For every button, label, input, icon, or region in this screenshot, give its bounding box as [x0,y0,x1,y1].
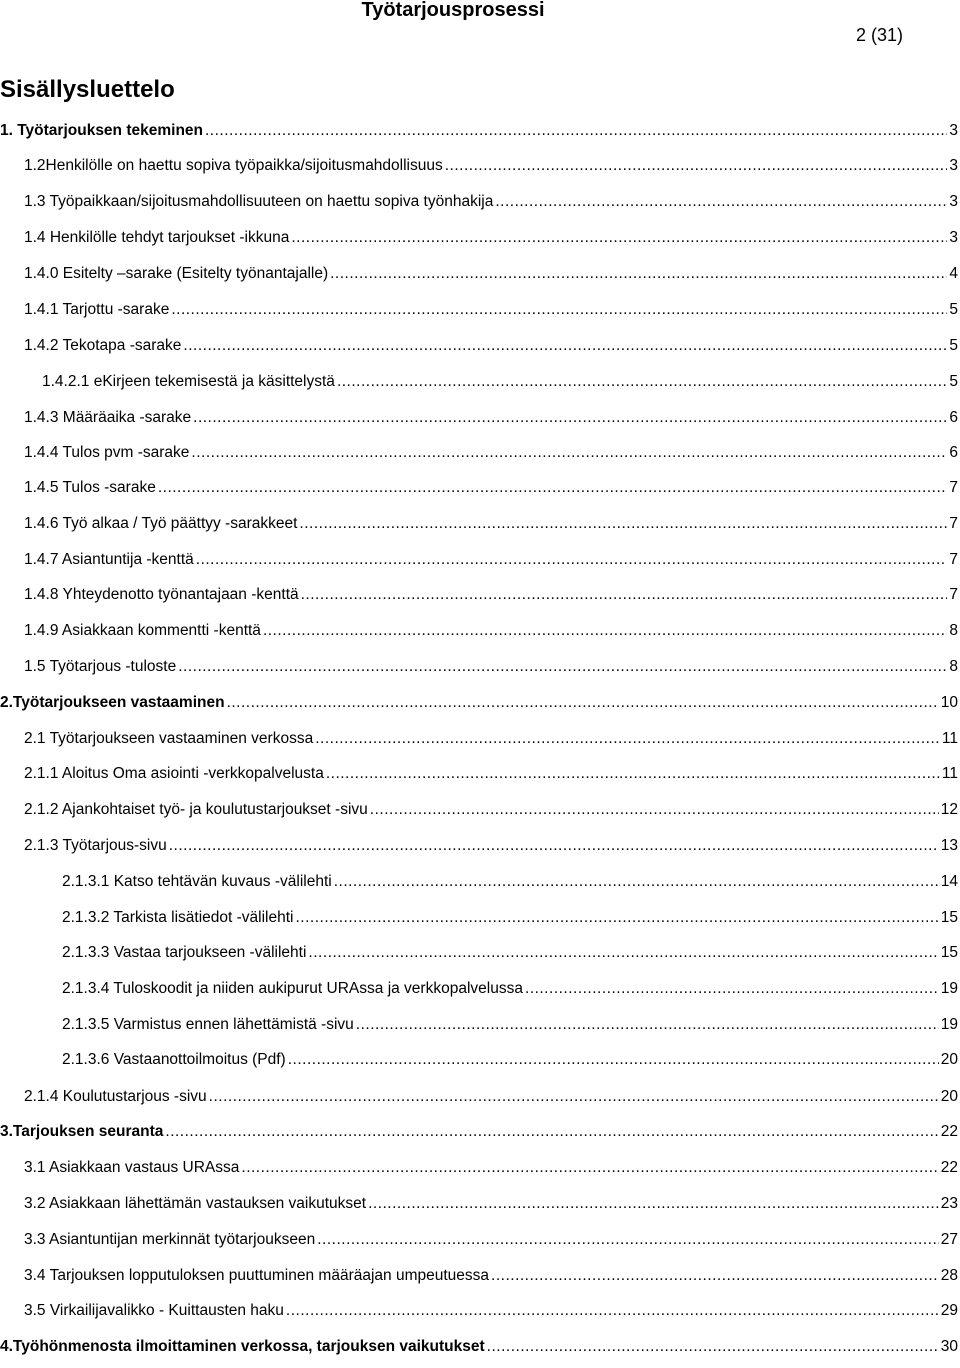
toc-entry-page-number: 19 [940,980,958,997]
toc-entry-page-number: 5 [949,301,958,318]
toc-entry-title: 2.1.1 Aloitus Oma asiointi -verkkopalvelusta [24,765,324,782]
toc-leader-dots [286,1301,939,1321]
toc-leader-dots [525,979,939,999]
toc-entry-title: 1.4.8 Yhteydenotto työnantajaan -kenttä [24,586,299,603]
toc-entry-page-number: 23 [940,1195,958,1212]
toc-leader-dots [315,729,940,749]
toc-leader-dots [308,943,938,963]
toc-entry-title: 2.1.4 Koulutustarjous -sivu [24,1088,207,1105]
toc-entry[interactable] [24,156,958,176]
toc-entry[interactable] [24,621,958,641]
toc-entry[interactable] [24,443,958,463]
toc-entry[interactable] [24,228,958,248]
toc-entry-title: 3.3 Asiantuntijan merkinnät työtarjoukseen [24,1231,316,1248]
toc-entry-title: 1.4.7 Asiantuntija -kenttä [24,551,194,568]
toc-entry[interactable] [24,800,958,820]
toc-entry[interactable] [0,1337,958,1357]
toc-entry-title: 1. Työtarjouksen tekeminen [0,122,203,139]
toc-entry-page-number: 5 [949,337,958,354]
toc-entry-title: 1.4.5 Tulos -sarake [24,479,156,496]
toc-leader-dots [370,800,939,820]
toc-entry-page-number: 6 [949,409,958,426]
toc-entry-page-number: 13 [940,837,958,854]
toc-entry[interactable] [24,729,958,749]
toc-entry-page-number: 11 [941,765,958,782]
toc-entry-title: 2.1.3.3 Vastaa tarjoukseen -välilehti [62,944,307,961]
document-title: Työtarjousprosessi [361,0,545,21]
toc-entry-title: 2.1.3.4 Tuloskoodit ja niiden aukipurut URAssa ja verkkopalvelussa [62,980,523,997]
toc-entry[interactable] [0,1122,958,1142]
toc-entry-page-number: 7 [949,515,958,532]
toc-entry-page-number: 28 [940,1267,958,1284]
toc-entry[interactable] [24,264,958,284]
toc-entry-title: 3.2 Asiakkaan lähettämän vastauksen vaikutukset [24,1195,367,1212]
toc-entry[interactable] [24,1266,958,1286]
toc-entry-page-number: 6 [949,444,958,461]
toc-entry-title: 2.1.3.6 Vastaanottoilmoitus (Pdf) [62,1051,286,1068]
toc-entry-page-number: 7 [949,551,958,568]
toc-entry[interactable] [24,192,958,212]
toc-entry-page-number: 8 [949,658,958,675]
toc-entry[interactable] [24,836,958,856]
toc-leader-dots [295,908,938,928]
toc-entry-title: 3.4 Tarjouksen lopputuloksen puuttuminen määräajan umpeutuessa [24,1267,490,1284]
toc-entry-title: 1.4.0 Esitelty –sarake (Esitelty työnantajalle) [24,265,329,282]
toc-entry-page-number: 3 [949,229,958,246]
toc-entry-title: 2.1 Työtarjoukseen vastaaminen verkossa [24,730,314,747]
toc-entry[interactable] [24,764,958,784]
toc-leader-dots [334,872,939,892]
toc-entry-page-number: 14 [940,873,958,890]
toc-entry[interactable] [42,372,958,392]
toc-entry-page-number: 3 [949,193,958,210]
toc-entry-title: 1.4.4 Tulos pvm -sarake [24,444,190,461]
toc-entry-title: 1.4.2.1 eKirjeen tekemisestä ja käsittelystä [42,373,335,390]
toc-entry-title: 2.1.3.5 Varmistus ennen lähettämistä -sivu [62,1016,354,1033]
toc-entry-title: 1.2Henkilölle on haettu sopiva työpaikka/sijoitusmahdollisuus [24,157,443,174]
toc-entry-title: 1.4.1 Tarjottu -sarake [24,301,170,318]
toc-entry-page-number: 11 [941,730,958,747]
toc-entry[interactable] [24,1230,958,1250]
toc-entry[interactable] [24,408,958,428]
toc-entry[interactable] [24,1194,958,1214]
toc-entry-title: 3.Tarjouksen seuranta [0,1123,164,1140]
toc-leader-dots [487,1337,939,1357]
toc-leader-dots [178,657,947,677]
toc-entry[interactable] [24,1158,958,1178]
toc-entry[interactable] [24,1301,958,1321]
toc-entry-title: 2.1.3.1 Katso tehtävän kuvaus -välilehti [62,873,332,890]
toc-entry-page-number: 5 [949,373,958,390]
toc-leader-dots [368,1194,939,1214]
toc-entry-title: 3.5 Virkailijavalikko - Kuittausten haku [24,1302,284,1319]
toc-entry-title: 2.1.3.2 Tarkista lisätiedot -välilehti [62,909,294,926]
toc-entry[interactable] [62,943,958,963]
toc-entry-title: 1.4.2 Tekotapa -sarake [24,337,182,354]
toc-leader-dots [299,514,947,534]
toc-leader-dots [291,228,947,248]
toc-leader-dots [356,1015,939,1035]
toc-leader-dots [191,443,947,463]
toc-entry-page-number: 3 [949,157,958,174]
toc-entry-page-number: 4 [949,265,958,282]
toc-leader-dots [326,764,940,784]
toc-entry-title: 1.4.6 Työ alkaa / Työ päättyy -sarakkeet [24,515,298,532]
toc-leader-dots [495,192,947,212]
toc-entry-title: 1.4.9 Asiakkaan kommentti -kenttä [24,622,261,639]
toc-entry[interactable] [24,657,958,677]
toc-entry-page-number: 22 [940,1159,958,1176]
toc-leader-dots [317,1230,939,1250]
toc-entry-page-number: 19 [940,1016,958,1033]
toc-entry-title: 2.Työtarjoukseen vastaaminen [0,694,225,711]
toc-entry[interactable] [0,693,958,713]
toc-entry-page-number: 15 [940,944,958,961]
toc-leader-dots [263,621,947,641]
toc-entry-page-number: 15 [940,909,958,926]
toc-heading: Sisällysluettelo [0,76,175,103]
toc-entry[interactable] [24,478,958,498]
toc-entry[interactable] [62,908,958,928]
toc-entry[interactable] [24,1087,958,1107]
toc-leader-dots [330,264,947,284]
toc-entry-page-number: 29 [940,1302,958,1319]
toc-entry-page-number: 27 [940,1231,958,1248]
toc-entry-title: 1.5 Työtarjous -tuloste [24,658,177,675]
toc-leader-dots [169,836,939,856]
toc-entry-title: 2.1.2 Ajankohtaiset työ- ja koulutustarjoukset -sivu [24,801,368,818]
toc-leader-dots [301,585,948,605]
toc-leader-dots [288,1050,939,1070]
toc-leader-dots [171,300,947,320]
toc-entry-title: 1.4.3 Määräaika -sarake [24,409,192,426]
toc-entry[interactable] [62,979,958,999]
toc-entry-page-number: 8 [949,622,958,639]
toc-entry-page-number: 20 [940,1051,958,1068]
toc-leader-dots [196,550,948,570]
toc-leader-dots [158,478,948,498]
toc-entry-page-number: 30 [940,1338,958,1355]
toc-leader-dots [183,336,947,356]
toc-entry-page-number: 7 [949,586,958,603]
toc-leader-dots [337,372,947,392]
toc-leader-dots [165,1122,938,1142]
toc-leader-dots [209,1087,939,1107]
toc-entry[interactable] [62,1015,958,1035]
toc-leader-dots [445,156,948,176]
toc-entry-title: 3.1 Asiakkaan vastaus URAssa [24,1159,240,1176]
toc-entry[interactable] [62,872,958,892]
toc-entry-title: 1.4 Henkilölle tehdyt tarjoukset -ikkuna [24,229,290,246]
toc-entry-page-number: 22 [940,1123,958,1140]
toc-leader-dots [227,693,939,713]
toc-entry-title: 4.Työhönmenosta ilmoittaminen verkossa, tarjouksen vaikutukset [0,1338,485,1355]
toc-entry-page-number: 7 [949,479,958,496]
toc-entry[interactable] [24,550,958,570]
toc-entry-title: 1.3 Työpaikkaan/sijoitusmahdollisuuteen on haettu sopiva työnhakija [24,193,494,210]
toc-entry[interactable] [24,300,958,320]
toc-entry-page-number: 10 [940,694,958,711]
toc-entry[interactable] [24,336,958,356]
toc-entry-page-number: 3 [949,122,958,139]
toc-entry[interactable] [0,121,958,141]
toc-leader-dots [241,1158,938,1178]
toc-entry[interactable] [62,1050,958,1070]
toc-leader-dots [193,408,947,428]
toc-entry[interactable] [24,585,958,605]
toc-leader-dots [205,121,947,141]
page-number: 2 (31) [856,25,904,45]
toc-entry-title: 2.1.3 Työtarjous-sivu [24,837,167,854]
toc-entry[interactable] [24,514,958,534]
toc-leader-dots [491,1266,939,1286]
toc-entry-page-number: 12 [940,801,958,818]
toc-entry-page-number: 20 [940,1088,958,1105]
